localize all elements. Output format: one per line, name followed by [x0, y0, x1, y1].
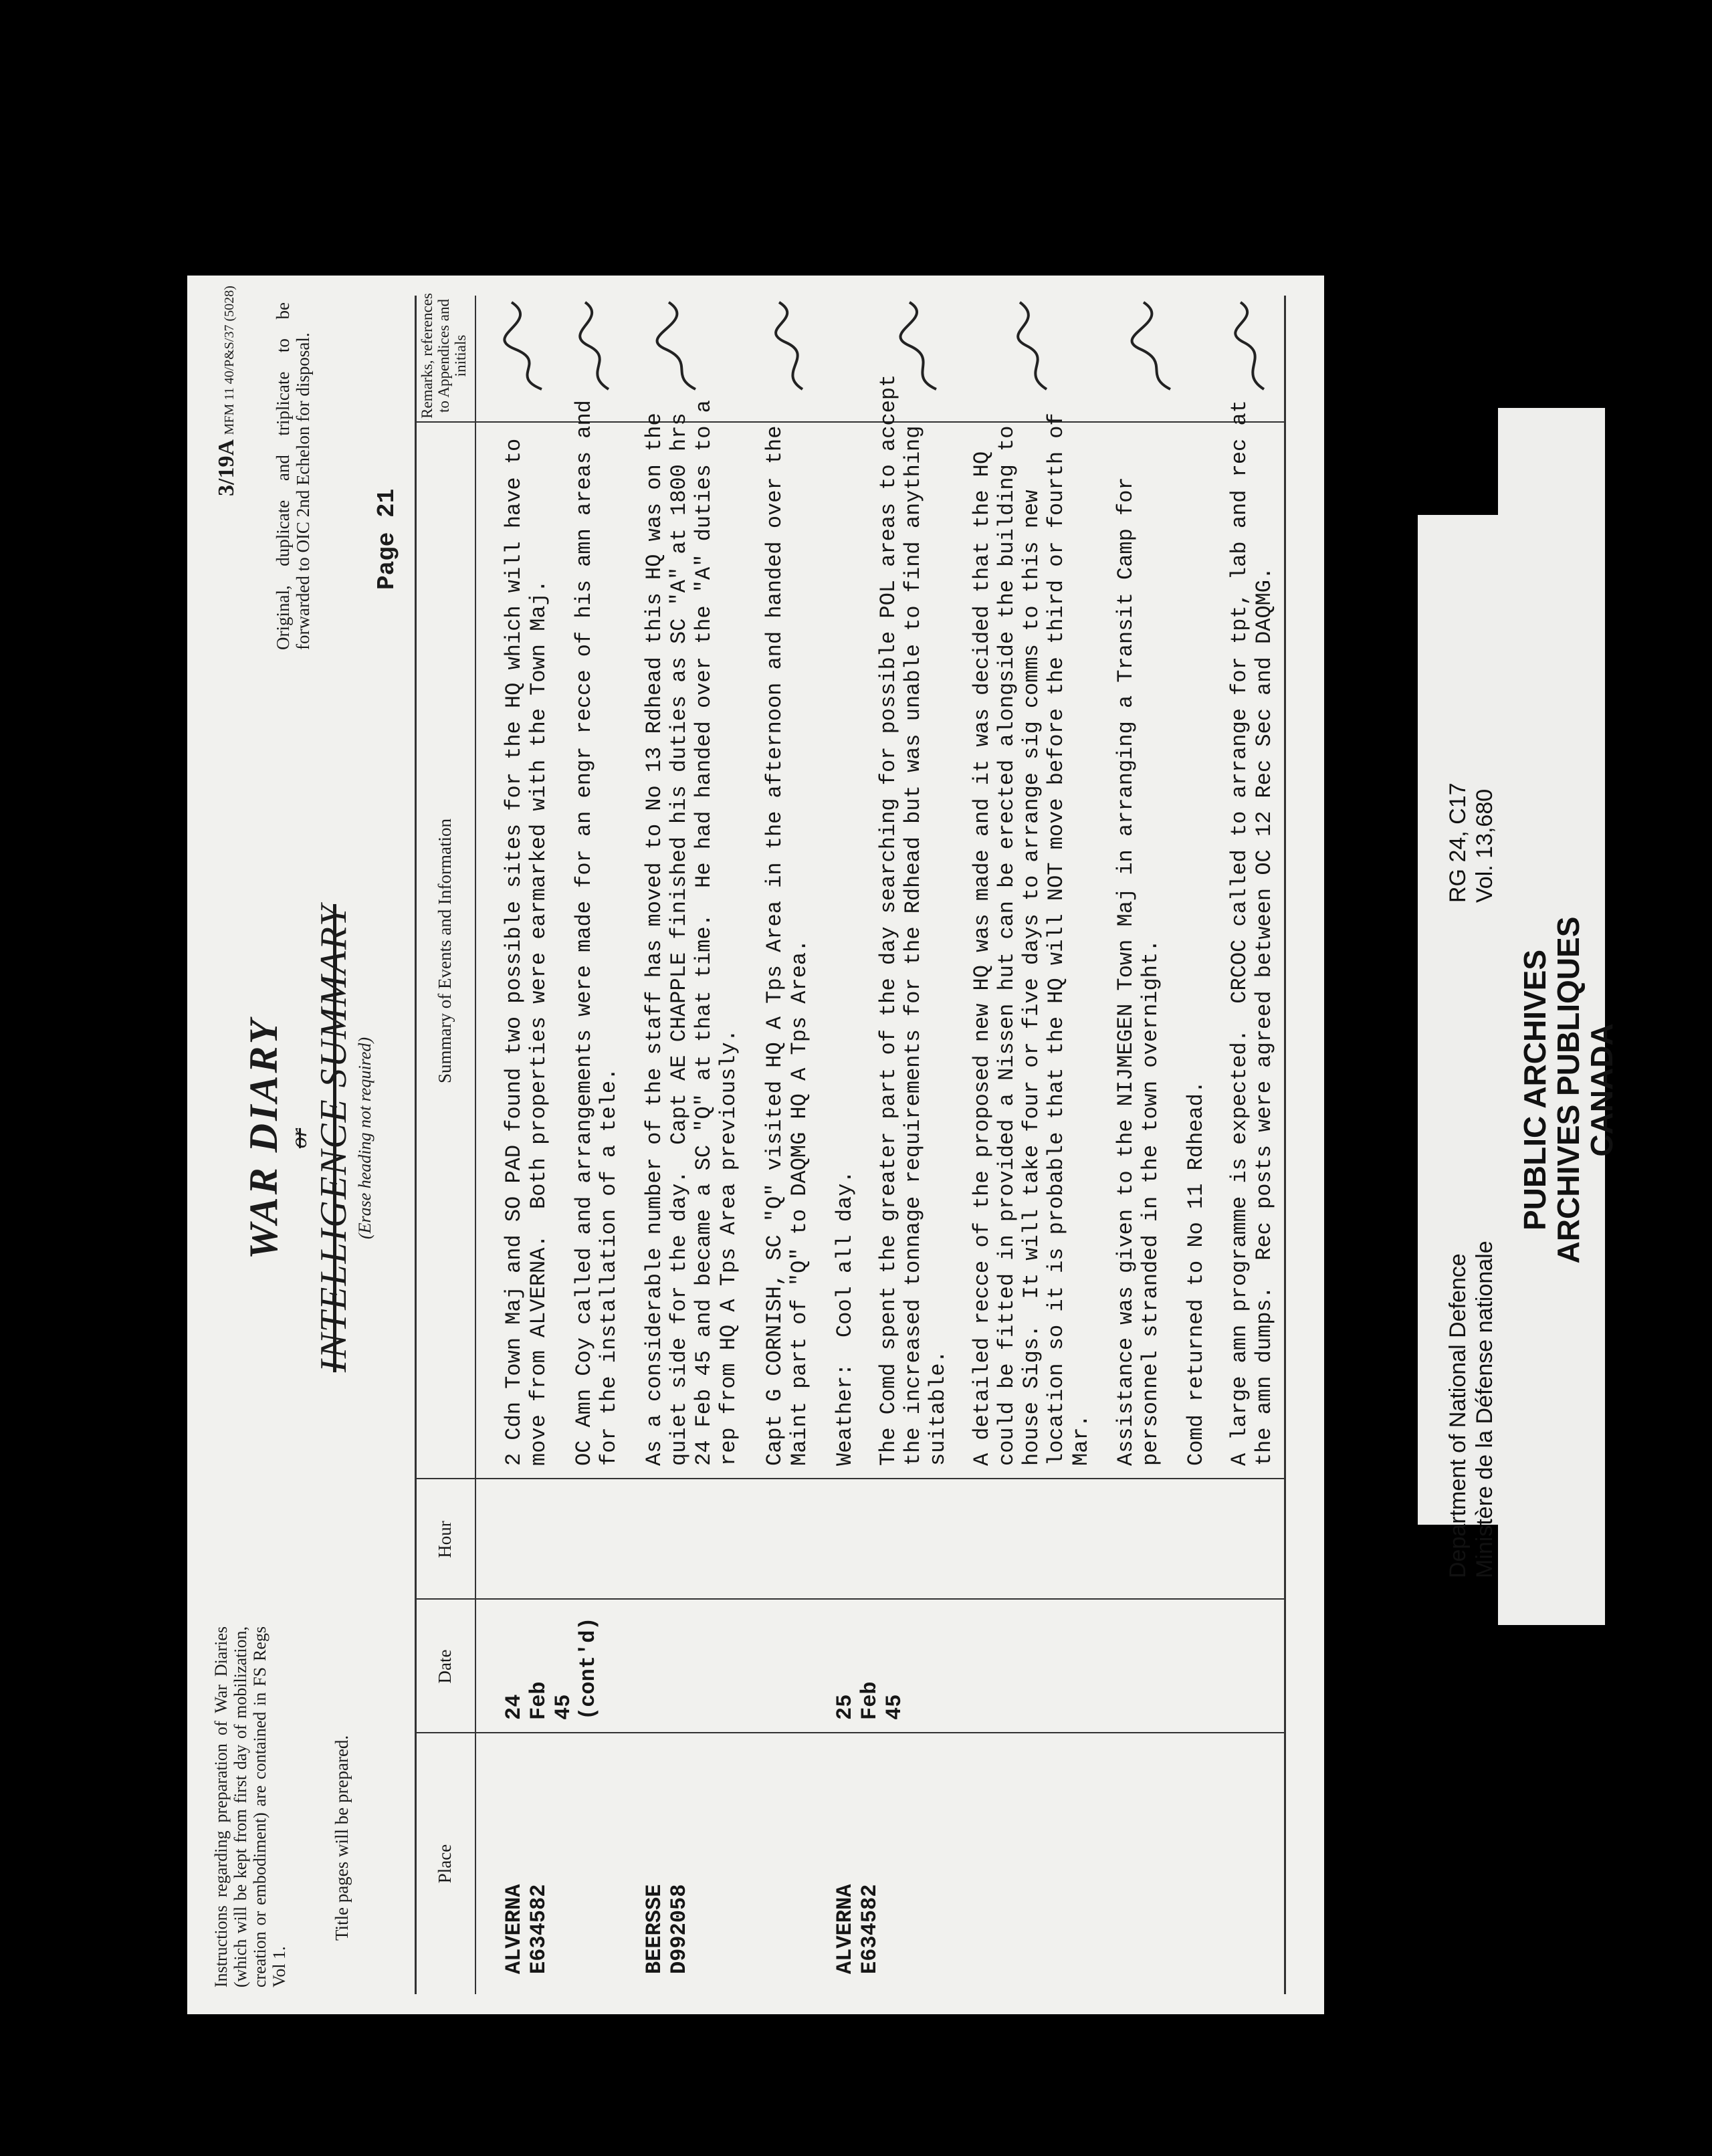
col-header-summary: Summary of Events and Information — [435, 819, 455, 1083]
initials-signature — [655, 296, 709, 396]
entry-text: Assistance was given to the NIJMEGEN Town Maj in arranging a Transit Camp for personnel stranded in the town overnight. — [1113, 477, 1163, 1466]
department-fr: Ministère de la Défense nationale — [1472, 1241, 1497, 1578]
initials-signature — [1230, 296, 1277, 396]
entry-place: ALVERNA E634582 — [833, 1884, 882, 1974]
entry-text: OC Amn Coy called and arrangements were made for an engr recce of his amn areas and for the installation of a tele. — [572, 400, 621, 1466]
public-archives-country: CANADA — [1584, 1023, 1619, 1157]
col-header-date: Date — [435, 1649, 455, 1684]
title-or: or — [287, 1127, 312, 1149]
col-divider-date — [415, 1598, 1284, 1600]
record-group: RG 24, C17 — [1445, 782, 1471, 903]
disposal-note: Original, duplicate and triplicate to be forwarded to OIC 2nd Echelon for disposal. — [273, 302, 313, 650]
col-header-hour: Hour — [435, 1521, 455, 1558]
entry-place: ALVERNA E634582 — [502, 1884, 551, 1974]
entry-text: The Comd spent the greater part of the day searching for possible POL areas to accept the increased tonnage requirements for the Rdhead but was unable to find anything suitable. — [876, 374, 950, 1466]
initials-signature — [572, 296, 625, 396]
title-pages-note: Title pages will be prepared. — [332, 1735, 352, 1941]
entry-text: Weather: Cool all day. — [833, 1170, 857, 1466]
entry-date: 24 Feb 45 (cont'd) — [502, 1617, 601, 1720]
department-text — [1444, 1241, 1498, 1578]
initials-signature — [1130, 296, 1184, 396]
table-bottom-rule — [1284, 296, 1286, 1994]
public-archives-en: PUBLIC ARCHIVES — [1517, 950, 1552, 1230]
header-top-rule — [415, 296, 417, 1994]
title-note: (Erase heading not required) — [355, 1037, 374, 1240]
title-war-diary: WAR DIARY — [241, 1016, 286, 1260]
entry-text: A large amn programme is expected. CRCOC called to arrange for tpt, lab and rec at the amn dumps. Rec posts were agreed between OC 12 Rec Sec and DAQMG. — [1227, 400, 1277, 1466]
entry-text: Capt G CORNISH, SC "Q" visited HQ A Tps Area in the afternoon and handed over the Maint part of "Q" to DAQMG HQ A Tps Area. — [762, 425, 812, 1466]
archive-label — [1418, 408, 1619, 1625]
initials-signature — [502, 296, 555, 396]
title-block — [241, 864, 375, 1412]
col-header-place: Place — [435, 1844, 455, 1884]
archive-label-card — [1418, 408, 1619, 1625]
form-number-main: 3/19A — [214, 440, 239, 496]
entry-text: 2 Cdn Town Maj and SO PAD found two possible sites for the HQ which will have to move from ALVERNA. Both properties were earmarked with the Town Maj. — [502, 438, 551, 1466]
public-archives-heading — [1518, 722, 1618, 1458]
col-divider-hour — [415, 1478, 1284, 1479]
department-en: Department of National Defence — [1445, 1253, 1471, 1578]
entry-text: Comd returned to No 11 Rdhead. — [1184, 1080, 1208, 1466]
page-number: Page 21 — [373, 488, 401, 590]
entry-text: As a considerable number of the staff has moved to No 13 Rdhead this HQ was on the quiet side for the day. Capt AE CHAPPLE finished his duties as SC "A" at 1800 hrs 24 Feb 45 and became a SC "Q" at that time. He had handed over the "A" duties to a rep from HQ A Tps Area previously. — [642, 400, 741, 1466]
initials-signature — [896, 296, 950, 396]
entry-place: BEERSSE D992058 — [642, 1884, 691, 1974]
initials-signature — [769, 296, 823, 396]
war-diary-sheet — [187, 276, 1324, 2014]
header-bottom-rule — [475, 296, 476, 1994]
form-number — [214, 286, 239, 496]
initials-signature — [1010, 296, 1063, 396]
record-group-text — [1444, 782, 1498, 903]
title-intelligence-summary: INTELLIGENCE SUMMARY — [313, 903, 354, 1373]
col-header-remarks: Remarks, references to Appendices and initials — [419, 293, 469, 419]
volume: Vol. 13,680 — [1472, 788, 1497, 903]
instructions-text: Instructions regarding preparation of War Diaries (which will be kept from first day of mobilization, creation or embodiment) are contained in FS Regs Vol 1. — [211, 1626, 289, 1987]
public-archives-fr: ARCHIVES PUBLIQUES — [1551, 916, 1586, 1264]
col-divider-summary — [415, 421, 1284, 423]
entry-date: 25 Feb 45 — [833, 1681, 907, 1720]
form-code: MFM 11 40/P&S/37 (5028) — [222, 286, 237, 435]
entry-text: A detailed recce of the proposed new HQ was made and it was decided that the HQ could be fitted in provided a Nissen hut can be erected alongside the building to house Sigs. It will take four or five days to arrange sig comms to this new location so it is probable that the HQ will NOT move before the third or fourth of Mar. — [970, 413, 1093, 1466]
col-divider-place — [415, 1732, 1284, 1733]
